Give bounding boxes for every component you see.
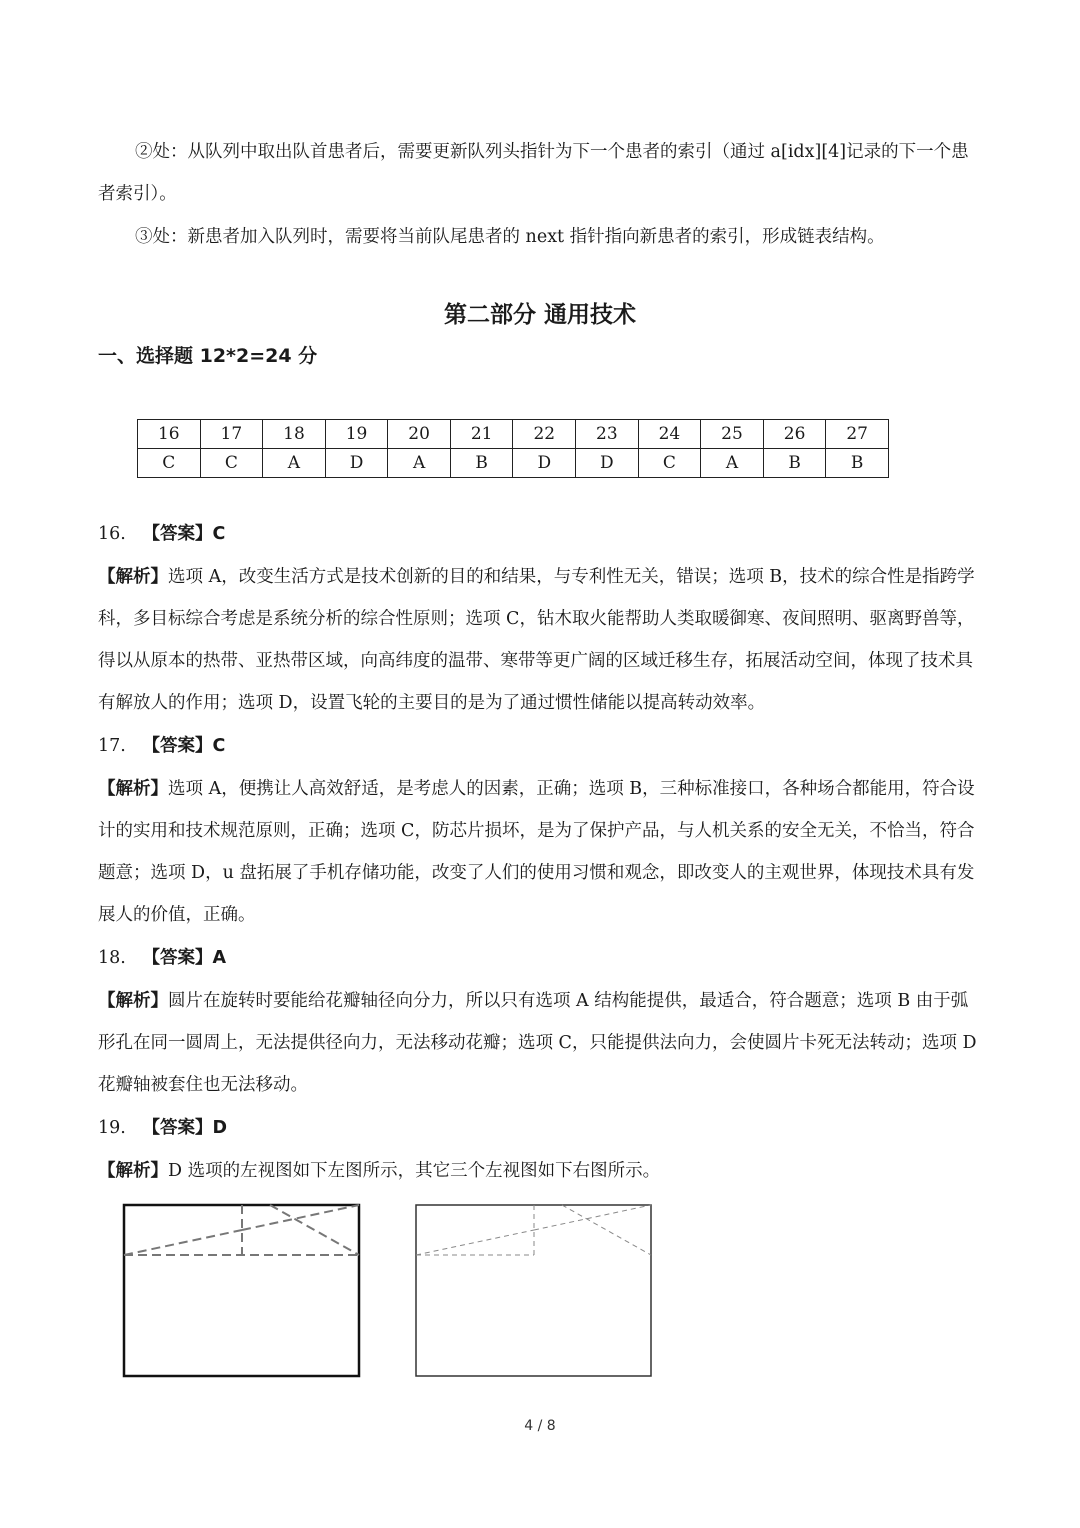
analysis-18 <box>98 980 982 1106</box>
answer-cell: C <box>138 449 201 478</box>
question-number: 18. <box>98 948 126 968</box>
question-number: 19. <box>98 1118 126 1138</box>
analysis-19 <box>98 1150 982 1192</box>
analysis-16 <box>98 556 982 724</box>
answer-cell: B <box>826 449 889 478</box>
answer-cell: B <box>450 449 513 478</box>
answer-cell: D <box>576 449 639 478</box>
answer-label: 【答案】C <box>142 524 226 544</box>
note-3: ③处：新患者加入队列时，需要将当前队尾患者的 next 指针指向新患者的索引，形成链表结构。 <box>135 227 885 247</box>
answer-cell: C <box>638 449 701 478</box>
answer-table <box>137 419 889 478</box>
answer-cell: B <box>763 449 826 478</box>
answer-18 <box>98 943 226 973</box>
answer-cell: A <box>388 449 451 478</box>
question-number-cell: 20 <box>388 420 451 449</box>
analysis-label: 【解析】 <box>98 1161 168 1181</box>
question-number-cell: 18 <box>263 420 326 449</box>
left-view-figure-option-d <box>120 1200 364 1380</box>
answer-table-answer-row <box>138 449 889 478</box>
answer-17 <box>98 731 225 761</box>
question-number-cell: 17 <box>200 420 263 449</box>
answer-cell: A <box>701 449 764 478</box>
answer-cell: C <box>200 449 263 478</box>
question-number: 16. <box>98 524 126 544</box>
analysis-text: 选项 A，便携让人高效舒适，是考虑人的因素，正确；选项 B，三种标准接口，各种场合都能用，符合设计的实用和技术规范原则，正确；选项 C，防芯片损坏，是为了保护产品，与人机关系的安全无关，不恰当，符合题意；选项 D，u 盘拓展了手机存储功能，改变了人们的使用习惯和观念，即改变人的主观世界，体现技术具有发展人的价值，正确。 <box>98 779 975 925</box>
question-number-cell: 22 <box>513 420 576 449</box>
analysis-label: 【解析】 <box>98 991 168 1011</box>
question-number-cell: 26 <box>763 420 826 449</box>
answer-16 <box>98 519 225 549</box>
answer-19 <box>98 1113 227 1143</box>
analysis-label: 【解析】 <box>98 779 168 799</box>
analysis-text: 圆片在旋转时要能给花瓣轴径向分力，所以只有选项 A 结构能提供，最适合，符合题意；选项 B 由于弧形孔在同一圆周上，无法提供径向力，无法移动花瓣；选项 C，只能提供法向力，会使圆片卡死无法转动；选项 D 花瓣轴被套住也无法移动。 <box>98 991 977 1095</box>
section-title: 第二部分 通用技术 <box>443 302 636 328</box>
answer-cell: D <box>325 449 388 478</box>
answer-label: 【答案】D <box>142 1118 228 1138</box>
question-number-cell: 19 <box>325 420 388 449</box>
answer-cell: A <box>263 449 326 478</box>
analysis-text: D 选项的左视图如下左图所示，其它三个左视图如下右图所示。 <box>168 1161 661 1181</box>
question-number: 17. <box>98 736 126 756</box>
analysis-text: 选项 A，改变生活方式是技术创新的目的和结果，与专利性无关，错误；选项 B，技术的综合性是指跨学科，多目标综合考虑是系统分析的综合性原则；选项 C，钻木取火能帮助人类取暖御寒、夜间照明、驱离野兽等，得以从原本的热带、亚热带区域，向高纬度的温带、寒带等更广阔的区域迁移生存，拓展活动空间，体现了技术具有解放人的作用；选项 D，设置飞轮的主要目的是为了通过惯性储能以提高转动效率。 <box>98 567 975 713</box>
question-number-cell: 21 <box>450 420 513 449</box>
question-number-cell: 23 <box>576 420 639 449</box>
question-number-cell: 24 <box>638 420 701 449</box>
answer-label: 【答案】C <box>142 736 226 756</box>
note-2: ②处：从队列中取出队首患者后，需要更新队列头指针为下一个患者的索引（通过 a[idx][4]记录的下一个患者索引）。 <box>98 142 969 204</box>
answer-label: 【答案】A <box>142 948 227 968</box>
analysis-label: 【解析】 <box>98 567 168 587</box>
question-number-cell: 16 <box>138 420 201 449</box>
analysis-17 <box>98 768 982 936</box>
question-number-cell: 27 <box>826 420 889 449</box>
answer-cell: D <box>513 449 576 478</box>
question-number-cell: 25 <box>701 420 764 449</box>
page-number: 4 / 8 <box>524 1418 556 1434</box>
left-view-figure-other-options <box>412 1200 656 1380</box>
part-heading: 一、选择题 12*2=24 分 <box>98 345 318 367</box>
answer-table-number-row <box>138 420 889 449</box>
